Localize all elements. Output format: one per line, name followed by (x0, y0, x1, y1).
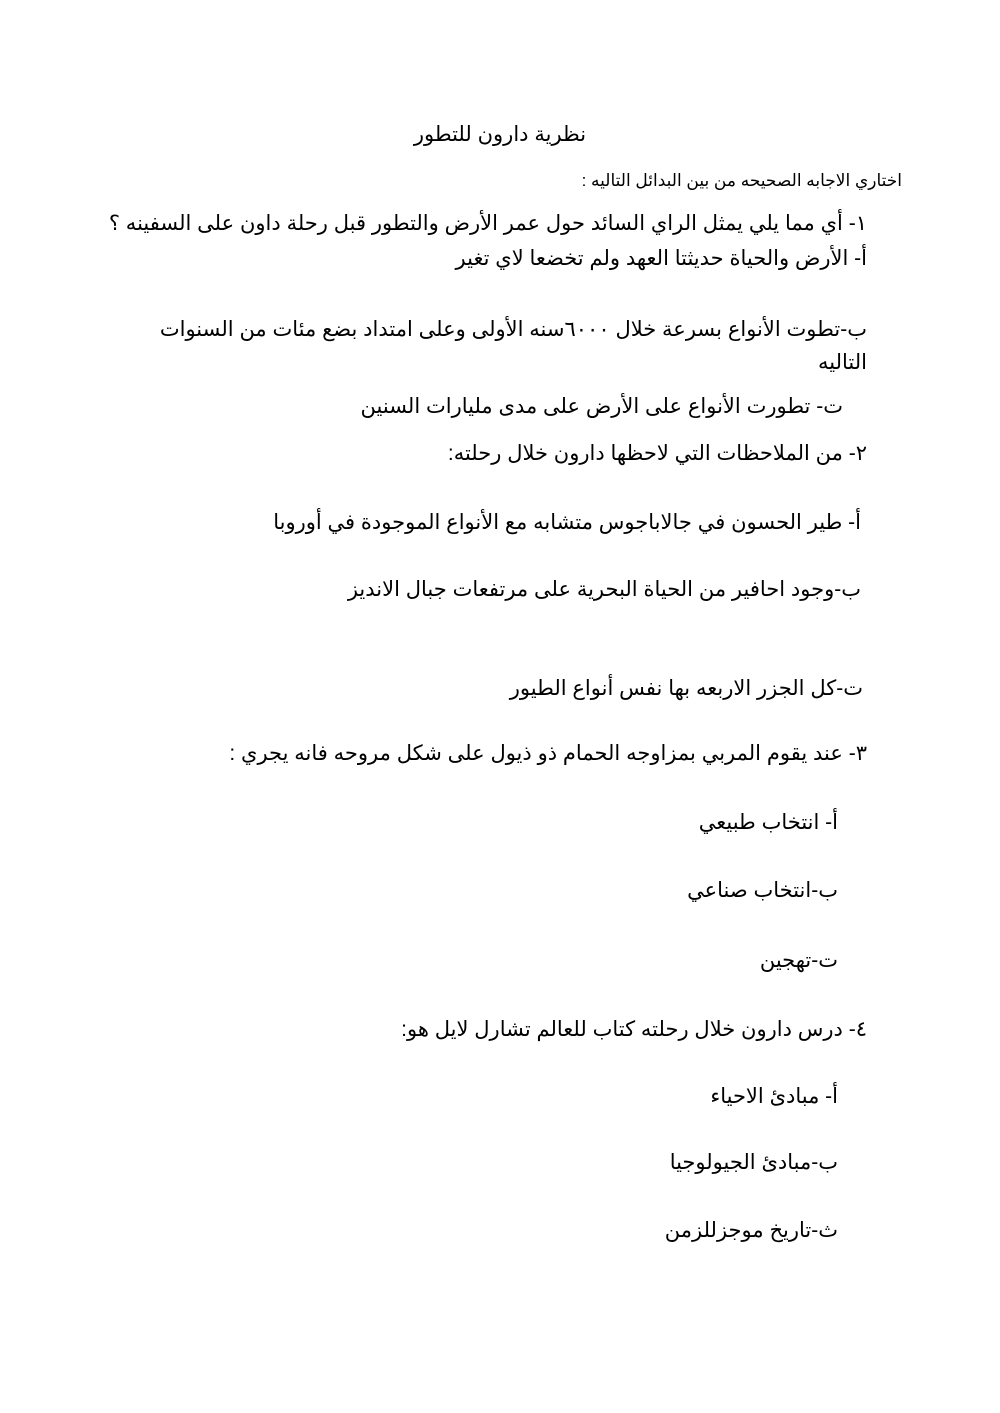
question-4-option-b: ب-مبادئ الجيولوجيا (669, 1151, 838, 1174)
question-3: ٣- عند يقوم المربي بمزاوجه الحمام ذو ذيول على شكل مروحه فانه يجري : (229, 742, 867, 765)
question-2-option-a: أ- طير الحسون في جالاباجوس متشابه مع الأنواع الموجودة في أوروبا (273, 511, 861, 534)
instructions: اختاري الاجابه الصحيحه من بين البدائل التاليه : (581, 171, 902, 190)
question-3-option-c: ت-تهجين (759, 949, 838, 972)
question-2-option-c: ت-كل الجزر الاربعه بها نفس أنواع الطيور (509, 677, 863, 700)
question-1-option-c: ت- تطورت الأنواع على الأرض على مدى مليارات السنين (360, 395, 843, 418)
question-1-option-b: ب-تطوت الأنواع بسرعة خلال ٦٠٠٠سنه الأولى وعلى امتداد بضع مئات من السنوات التاليه (159, 318, 867, 374)
question-2-option-b: ب-وجود احافير من الحياة البحرية على مرتفعات جبال الانديز (347, 578, 861, 601)
question-1-option-a: أ- الأرض والحياة حديثتا العهد ولم تخضعا لاي تغير (455, 247, 867, 270)
question-2: ٢- من الملاحظات التي لاحظها دارون خلال رحلته: (447, 442, 867, 465)
question-3-option-a: أ- انتخاب طبيعي (698, 811, 838, 834)
question-4-option-c: ث-تاريخ موجزللزمن (664, 1219, 838, 1242)
question-4-option-a: أ- مبادئ الاحياء (710, 1085, 838, 1108)
question-3-option-b: ب-انتخاب صناعي (687, 879, 838, 902)
question-1: ١- أي مما يلي يمثل الراي السائد حول عمر الأرض والتطور قبل رحلة داون على السفينه ؟ (108, 212, 867, 235)
page-title: نظرية دارون للتطور (413, 123, 587, 146)
question-4: ٤- درس دارون خلال رحلته كتاب للعالم تشارل لايل هو: (401, 1018, 867, 1041)
